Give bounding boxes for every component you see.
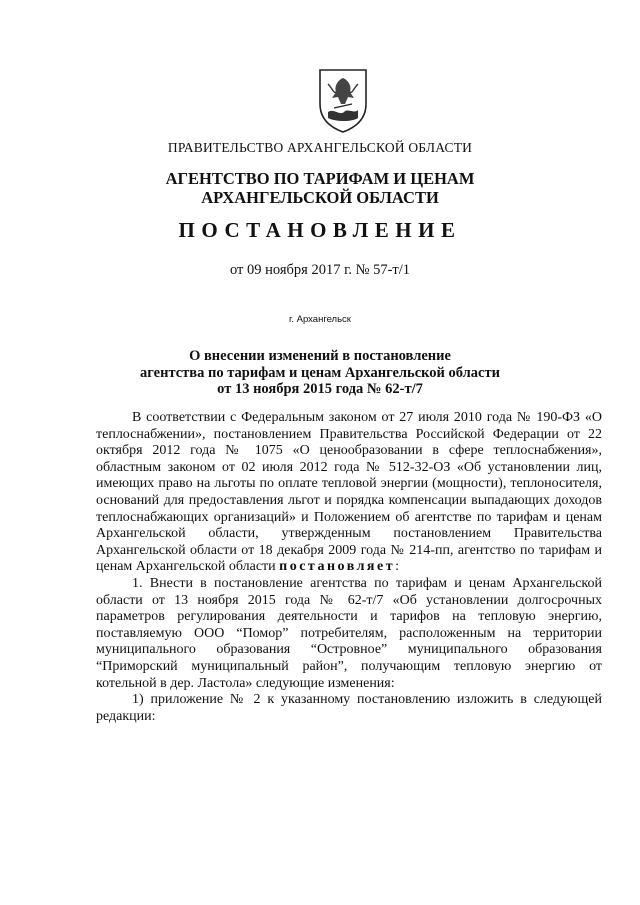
agency-name-line1: АГЕНТСТВО ПО ТАРИФАМ И ЦЕНАМ: [165, 169, 475, 188]
title-line2: агентства по тарифам и ценам Архангельской области: [140, 364, 500, 381]
document-title: [0, 348, 640, 398]
decree-word: постановляет: [279, 559, 396, 575]
document-type: ПОСТАНОВЛЕНИЕ: [178, 218, 462, 242]
preamble-text: В соответствии с Федеральным законом от 27 июля 2010 года № 190-ФЗ «О теплоснабжении», постановлением Правительства Российской Федерации от 22 октября 2012 года № 1075 «О ценообразовании в сфере теплоснабжения», областным законом от 02 июля 2012 года № 512-32-ОЗ «Об установлении лиц, имеющих право на льготы по оплате тепловой энергии (мощности), теплоносителя, оснований для предоставления льгот и порядка компенсации выпадающих доходов теплоснабжающих организаций» и Положением об агентстве по тарифам и ценам Архангельской области, утвержденным постановлением Правительства Архангельской области от 18 декабря 2009 года № 214-пп, агентство по тарифам и ценам Архангельской области: [96, 410, 602, 575]
government-name: ПРАВИТЕЛЬСТВО АРХАНГЕЛЬСКОЙ ОБЛАСТИ: [167, 140, 473, 155]
preamble-colon: :: [395, 559, 399, 575]
coat-of-arms-icon: [314, 64, 372, 134]
clause-1-paragraph: 1. Внести в постановление агентства по тарифам и ценам Архангельской области от 13 ноября 2015 года № 62-т/7 «Об установлении долгосрочных параметров регулирования деятельности и тарифов на тепловую энергию, поставляемую ООО “Помор” потребителям, расположенным на территории муниципального образования “Островное” муниципального образования “Приморский муниципальный район”, получающим тепловую энергию от котельной в дер. Ластола» следующие изменения:: [96, 575, 602, 691]
subclause-1-paragraph: 1) приложение № 2 к указанному постановлению изложить в следующей редакции:: [96, 692, 602, 724]
title-line1: О внесении изменений в постановление: [189, 348, 451, 364]
document-city: г. Архангельск: [289, 314, 351, 325]
title-line3: от 13 ноября 2015 года № 62-т/7: [217, 381, 423, 397]
agency-name: [0, 169, 640, 207]
agency-name-line2: АРХАНГЕЛЬСКОЙ ОБЛАСТИ: [201, 188, 439, 207]
document-date-number: от 09 ноября 2017 г. № 57-т/1: [229, 262, 411, 278]
document-body: [96, 410, 602, 725]
preamble-paragraph: [96, 410, 602, 576]
